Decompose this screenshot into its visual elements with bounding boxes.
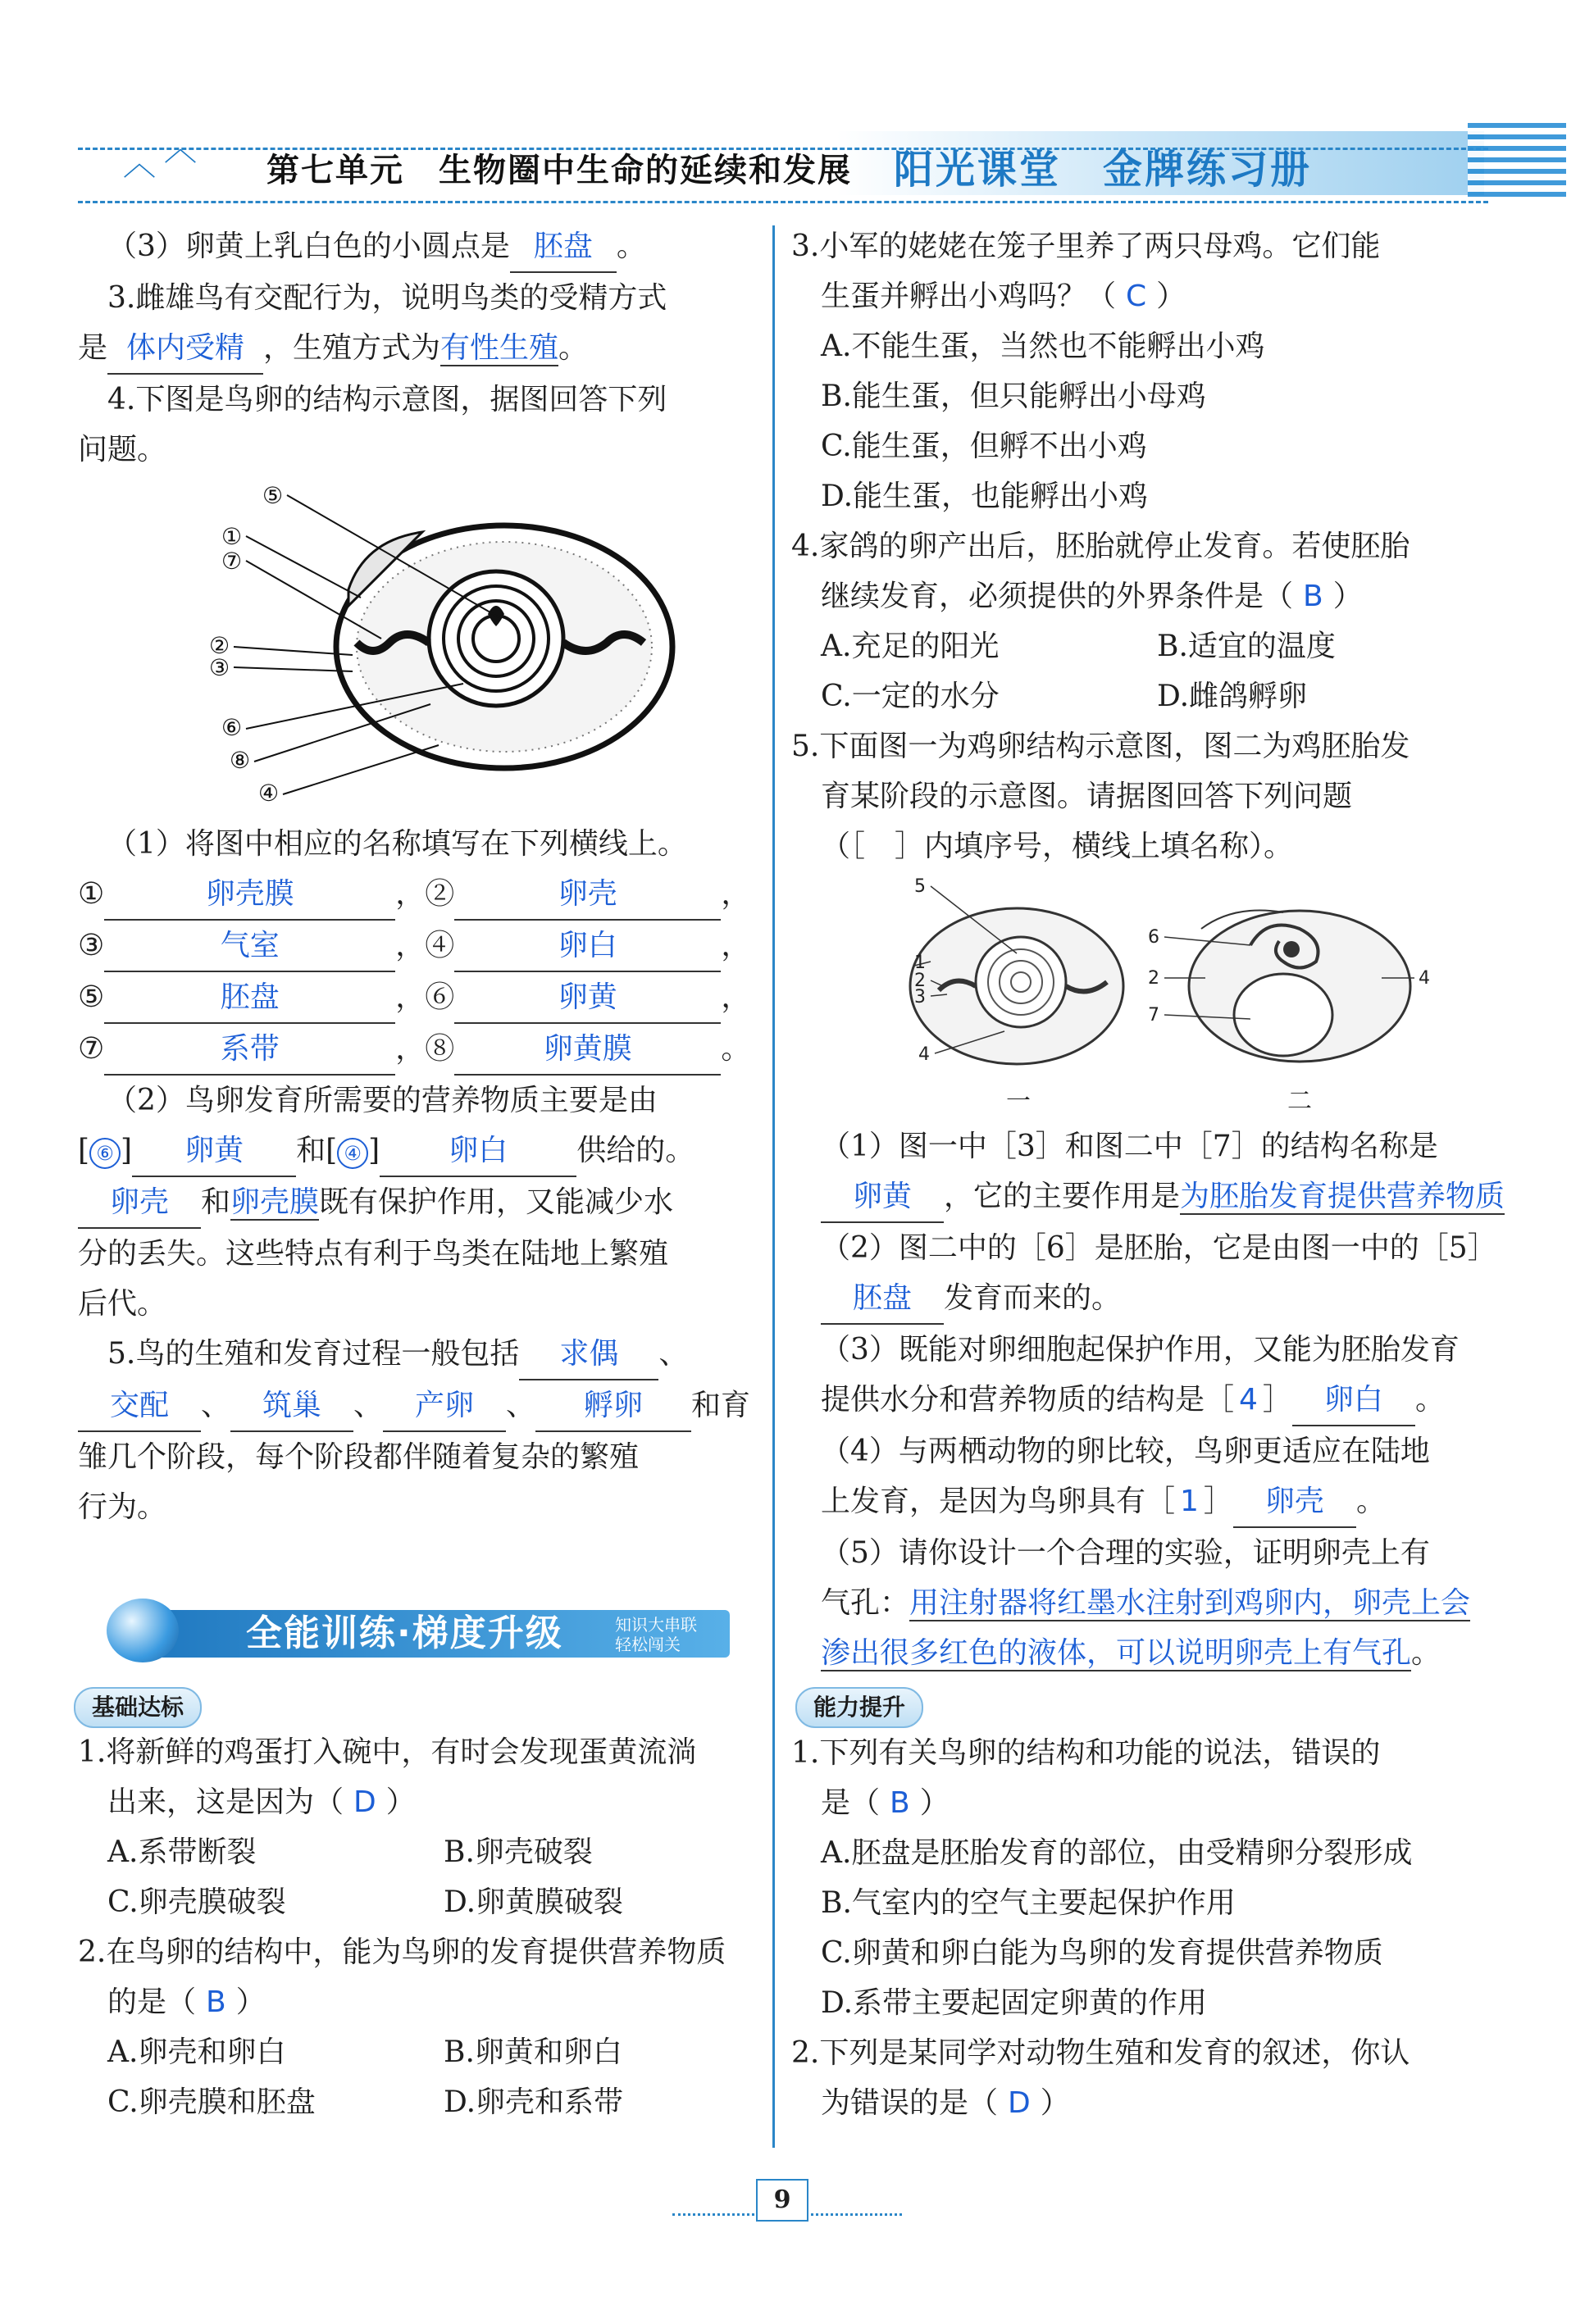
brand-title: 阳光课堂 金牌练习册 [894, 147, 1313, 193]
header-stripes [1468, 123, 1566, 197]
a1-opt-b: B.气室内的空气主要起保护作用 [821, 1886, 1236, 1920]
s4-line2: 上发育，是因为鸟卵具有［ 1 ］ 卵壳 。 [791, 1476, 1578, 1528]
r5-line2: 育某阶段的示意图。请据图回答下列问题 [821, 780, 1353, 813]
r4-options-2: C.一定的水分 D.雌鸽孵卵 [821, 680, 1308, 713]
a2-line1: 2.下列是某同学对动物生殖和发育的叙述，你认 [791, 2036, 1410, 2070]
q4-line1: 4.下图是鸟卵的结构示意图，据图回答下列 [107, 383, 667, 416]
fig1-label-1: 1 [914, 953, 926, 973]
b1-line2: 出来，这是因为（ D ） [107, 1785, 416, 1819]
q3-sub3: （3）卵黄上乳白色的小圆点是 胚盘 。 [78, 221, 767, 273]
r4-options-1: A.充足的阳光 B.适宜的温度 [821, 630, 1336, 663]
b1-line1: 1.将新鲜的鸡蛋打入碗中，有时会发现蛋黄流淌 [78, 1735, 697, 1769]
q4-sub2-line5: 后代。 [78, 1287, 167, 1321]
s1-line1: （1）图一中［3］和图二中［7］的结构名称是 [821, 1130, 1438, 1163]
banner-title: 全能训练·梯度升级 [246, 1612, 563, 1654]
r3-opt-d: D.能生蛋，也能孵出小鸡 [821, 480, 1149, 513]
s3-line1: （3）既能对卵细胞起保护作用，又能为胚胎发育 [821, 1333, 1460, 1367]
egg-diagram [78, 475, 767, 819]
r3-opt-a: A.不能生蛋，当然也不能孵出小鸡 [821, 330, 1265, 363]
label-3: ③ [209, 654, 230, 681]
q4-sub1-prompt: （1）将图中相应的名称填写在下列横线上。 [107, 827, 687, 861]
label-4: ④ [258, 780, 280, 807]
a1-line1: 1.下列有关鸟卵的结构和功能的说法，错误的 [791, 1736, 1381, 1770]
globe-icon [107, 1599, 179, 1662]
fig2-label-6: 6 [1148, 927, 1159, 948]
r3-opt-c: C.能生蛋，但孵不出小鸡 [821, 430, 1147, 463]
left-column [78, 221, 767, 2127]
fig2-label-7: 7 [1148, 1005, 1159, 1026]
fill-row-4: ⑦ 系带 ，⑧ 卵黄膜 。 [78, 1024, 767, 1076]
fig1-label-5: 5 [914, 876, 926, 897]
a2-line2: 为错误的是（ D ） [821, 2086, 1070, 2120]
r5-figures [791, 871, 1578, 1121]
a1-line2: 是（ B ） [821, 1786, 950, 1820]
fig1-label-3: 3 [914, 987, 926, 1007]
q5-line4: 行为。 [78, 1490, 167, 1524]
s5-line2: 气孔：用注射器将红墨水注射到鸡卵内，卵壳上会 [821, 1586, 1471, 1620]
q4-line2: 问题。 [78, 433, 167, 466]
s3-line2: 提供水分和营养物质的结构是［ 4 ］ 卵白 。 [791, 1375, 1578, 1426]
fig1-caption: 一 [1006, 1087, 1031, 1116]
fill-row-3: ⑤ 胚盘 ，⑥ 卵黄 ， [78, 972, 767, 1024]
label-7: ⑦ [221, 548, 243, 575]
b2-line2: 的是（ B ） [107, 1985, 266, 2019]
column-divider [772, 225, 775, 2148]
label-6: ⑥ [221, 714, 243, 741]
tag-advanced: 能力提升 [795, 1687, 923, 1728]
b1-options-1: A.系带断裂 B.卵壳破裂 [107, 1835, 593, 1869]
s2-line1: （2）图二中的［6］是胚胎，它是由图一中的［5］ [821, 1231, 1497, 1265]
yolk-membrane [429, 571, 563, 706]
q5-line2: 交配 、 筑巢 、 产卵 、 孵卵 和育 [78, 1380, 767, 1432]
a1-opt-c: C.卵黄和卵白能为鸟卵的发育提供营养物质 [821, 1936, 1383, 1970]
fig2-caption: 二 [1287, 1087, 1312, 1116]
b2-line1: 2.在鸟卵的结构中，能为鸟卵的发育提供营养物质 [78, 1935, 726, 1969]
fig2-label-2: 2 [1148, 968, 1159, 989]
fig2-label-4: 4 [1419, 968, 1430, 989]
fig1-label-4: 4 [918, 1044, 930, 1065]
s5-line1: （5）请你设计一个合理的实验，证明卵壳上有 [821, 1536, 1430, 1570]
q5-line1: 5.鸟的生殖和发育过程一般包括 求偶 、 [78, 1329, 767, 1380]
chicken-egg-figures-svg [791, 871, 1578, 1121]
tag-basic: 基础达标 [74, 1687, 202, 1728]
q4-sub2-line3: 卵壳 和卵壳膜既有保护作用，又能减少水 [78, 1177, 767, 1229]
b1-options-2: C.卵壳膜破裂 D.卵黄膜破裂 [107, 1885, 624, 1919]
r3-line2: 生蛋并孵出小鸡吗？（ C ） [821, 280, 1186, 313]
label-1: ① [221, 523, 243, 550]
b2-options-2: C.卵壳膜和胚盘 D.卵壳和系带 [107, 2085, 624, 2119]
page-number: 9 [756, 2179, 808, 2222]
right-column [791, 221, 1578, 2128]
banner-side: 知识大串联 轻松闯关 [615, 1615, 697, 1654]
label-5: ⑤ [262, 482, 284, 509]
s4-line1: （4）与两栖动物的卵比较，鸟卵更适应在陆地 [821, 1435, 1430, 1468]
r3-line1: 3.小军的姥姥在笼子里养了两只母鸡。它们能 [791, 230, 1381, 263]
unit-title: 第七单元 生物圈中生命的延续和发展 [266, 152, 852, 189]
bird-icon: ︿ [164, 130, 197, 168]
section-banner [107, 1599, 730, 1662]
s5-line3: 渗出很多红色的液体，可以说明卵壳上有气孔。 [821, 1636, 1441, 1670]
q4-sub2-line1: （2）鸟卵发育所需要的营养物质主要是由 [107, 1084, 658, 1117]
fig1-label-2: 2 [914, 971, 926, 991]
bird-icon: ︿ [123, 145, 156, 183]
a1-opt-a: A.胚盘是胚胎发育的部位，由受精卵分裂形成 [821, 1836, 1413, 1870]
fill-row-2: ③ 气室 ，④ 卵白 ， [78, 921, 767, 972]
r5-line1: 5.下面图一为鸡卵结构示意图，图二为鸡胚胎发 [791, 730, 1410, 763]
s1-line2: 卵黄 ，它的主要作用是为胚胎发育提供营养物质 [791, 1171, 1578, 1223]
label-8: ⑧ [230, 747, 251, 774]
a1-opt-d: D.系带主要起固定卵黄的作用 [821, 1986, 1208, 2020]
b2-options-1: A.卵壳和卵白 B.卵黄和卵白 [107, 2035, 622, 2069]
r5-line3: （［ ］内填序号，横线上填名称）。 [821, 830, 1294, 863]
s2-line2: 胚盘 发育而来的。 [791, 1273, 1578, 1325]
r4-line2: 继续发育，必须提供的外界条件是（ B ） [821, 580, 1363, 613]
fill-row-1: ① 卵壳膜 ，② 卵壳 ， [78, 869, 767, 921]
q5-line3: 雏几个阶段，每个阶段都伴随着复杂的繁殖 [78, 1440, 640, 1474]
q4-sub2-line4: 分的丢失。这些特点有利于鸟类在陆地上繁殖 [78, 1237, 669, 1271]
r3-opt-b: B.能生蛋，但只能孵出小母鸡 [821, 380, 1206, 413]
q4-sub2-line2: [ ⑥ ] 卵黄 和[ ④ ] 卵白 供给的。 [78, 1126, 767, 1177]
r4-line1: 4.家鸽的卵产出后，胚胎就停止发育。若使胚胎 [791, 530, 1410, 563]
egg-structure-svg [78, 475, 767, 819]
q3-line1: 3.雌雄鸟有交配行为，说明鸟类的受精方式 [107, 281, 667, 315]
label-2: ② [209, 632, 230, 659]
q3-line2: 是 体内受精 ，生殖方式为有性生殖。 [78, 323, 767, 375]
